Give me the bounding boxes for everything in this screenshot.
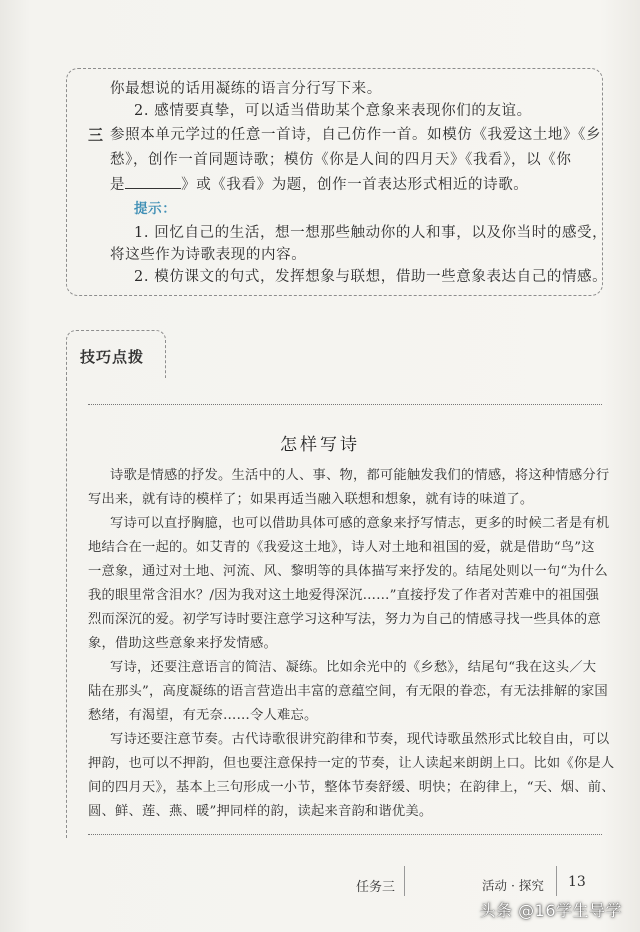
exercise-text: 是	[110, 177, 126, 193]
page-number: 13	[568, 874, 586, 890]
item-number: 三	[88, 126, 104, 144]
exercise-line: 2. 感情要真挚，可以适当借助某个意象来表现你们的友谊。	[134, 103, 532, 119]
footer-divider	[404, 866, 405, 896]
article-line: 象，借助这些意象来抒发情感。	[88, 636, 277, 651]
watermark: 头条 @16学生导学	[479, 901, 622, 920]
article-line: 写诗可以直抒胸臆，也可以借助具体可感的意象来抒写情志，更多的时候二者是有机	[110, 516, 610, 531]
exercise-line	[110, 176, 528, 194]
footer-task: 任务三	[356, 880, 396, 895]
article-line: 我的眼里常含泪水？/因为我对这土地爱得深沉……”直接抒发了作者对苦难中的祖国强	[88, 588, 600, 603]
exercise-line: 愁》，创作一首同题诗歌；模仿《你是人间的四月天》《我看》，以《你	[110, 152, 572, 168]
article-line: 一意象，通过对土地、河流、风、黎明等的具体描写来抒发的。结尾处则以一句“为什么	[88, 564, 608, 579]
dotted-rule-top	[88, 404, 602, 405]
article-line: 烈而深沉的爱。初学写诗时要注意学习这种写法，努力为自己的情感寻找一些具体的意	[88, 612, 601, 627]
article-line: 诗歌是情感的抒发。生活中的人、事、物，都可能触发我们的情感，将这种情感分行	[110, 468, 610, 483]
footer-divider	[556, 866, 557, 896]
exercise-text: 》或《我看》为题，创作一首表达形式相近的诗歌。	[181, 177, 529, 193]
article-line: 押韵，也可以不押韵，但也要注意保持一定的节奏，让人读起来朗朗上口。比如《你是人	[88, 756, 615, 771]
article-line: 愁绪，有渴望，有无奈……令人难忘。	[88, 708, 318, 723]
article-line: 写诗，还要注意语言的简洁、凝练。比如余光中的《乡愁》，结尾句“我在这头／大	[110, 660, 597, 675]
article-title: 怎样写诗	[280, 435, 360, 455]
exercise-line: 参照本单元学过的任意一首诗，自己仿作一首。如模仿《我爱这土地》《乡	[110, 127, 602, 143]
article-line: 地结合在一起的。如艾青的《我爱这土地》，诗人对土地和祖国的爱，就是借助“鸟”这	[88, 540, 595, 555]
article-line: 写诗还要注意节奏。古代诗歌很讲究韵律和节奏，现代诗歌虽然形式比较自由，可以	[110, 732, 610, 747]
section-tab-label: 技巧点拨	[80, 348, 145, 366]
article-line: 间的四月天》，基本上三句形成一小节，整体节奏舒缓、明快；在韵律上，“天、烟、前、	[88, 780, 615, 795]
article-line: 写出来，就有诗的模样了；如果再适当融入联想和想象，就有诗的味道了。	[88, 492, 534, 507]
dotted-rule-bottom	[88, 834, 602, 835]
hint-label: 提示：	[134, 201, 177, 217]
article-line: 陆在那头”，高度凝练的语言营造出丰富的意蕴空间，有无限的眷恋，有无法排解的家国	[88, 684, 608, 699]
fill-blank	[125, 176, 181, 189]
hint-line: 2. 模仿课文的句式，发挥想象与联想，借助一些意象表达自己的情感。	[134, 269, 608, 285]
article-line: 圆、鲜、莲、燕、暖”押同样的韵，读起来音韵和谐优美。	[88, 804, 433, 819]
hint-line: 1. 回忆自己的生活，想一想那些触动你的人和事，以及你当时的感受，	[134, 225, 608, 241]
exercise-line: 你最想说的话用凝练的语言分行写下来。	[110, 81, 382, 97]
footer-activity: 活动 · 探究	[482, 878, 544, 893]
hint-line: 将这些作为诗歌表现的内容。	[110, 247, 307, 263]
